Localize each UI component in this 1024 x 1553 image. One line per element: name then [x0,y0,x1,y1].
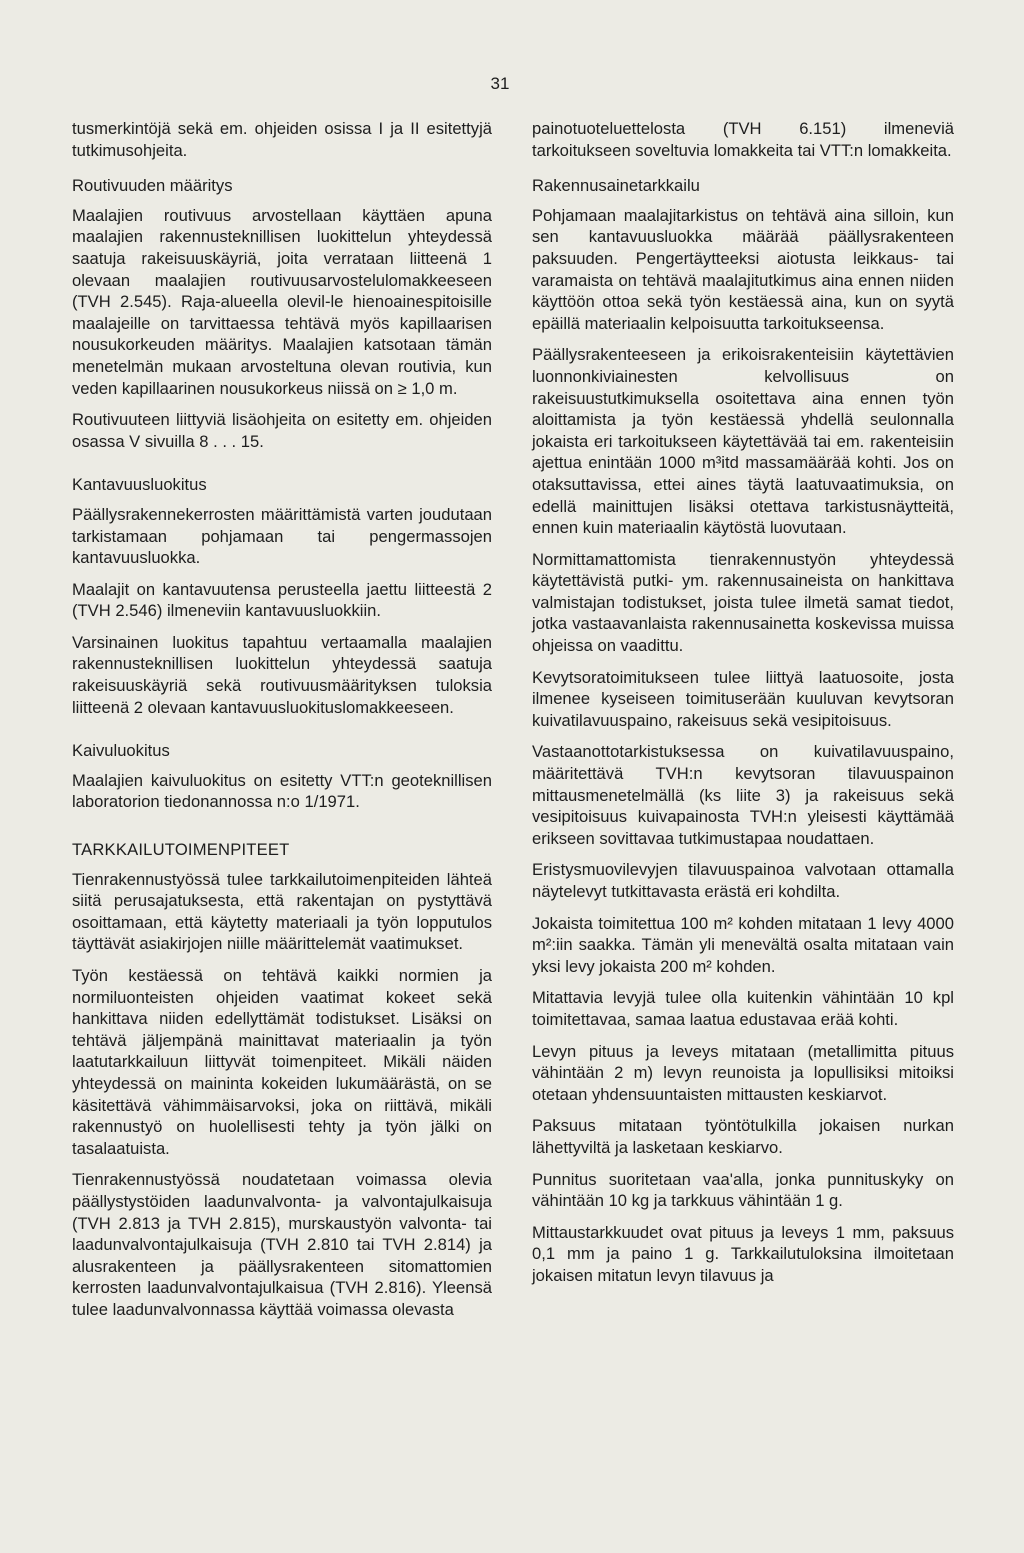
paragraph: Maalajien kaivuluokitus on esitetty VTT:n geoteknillisen laboratorion tiedonannossa n:o 1/1971. [72,770,492,812]
page-number: 31 [490,74,510,93]
paragraph: Mitattavia levyjä tulee olla kuitenkin vähintään 10 kpl toimitettavaa, samaa laatua edustavaa erää kohti. [532,988,954,1029]
left-column [72,118,492,1331]
paragraph: Työn kestäessä on tehtävä kaikki normien ja normiluonteisten ohjeiden vaatimat kokeet sekä hankittava niiden edellyttämät todistukset. Lisäksi on tehtävä jäljempänä mainittavat materiaalin ja työn laatutarkkailuun liittyvät toimenpiteet. Mikäli näiden yhteydessä on maininta kokeiden lukumäärästä, on se käsitettävä vähimmäisarvoksi, joka on riittävä, mikäli rakennustyö on huolellisesti tehty ja työn jälki on tasalaatuista. [72,966,492,1158]
paragraph: painotuoteluettelosta (TVH 6.151) ilmeneviä tarkoitukseen soveltuvia lomakkeita tai VTT:n lomakkeita. [532,119,954,160]
paragraph: Varsinainen luokitus tapahtuu vertaamalla maalajien rakennusteknillisen luokittelun yhteydessä saatuja rakeisuuskäyriä sekä routivuusmäärityksen tuloksia liitteenä 2 olevaan kantavuusluokituslomakkeeseen. [72,632,492,717]
paragraph: Levyn pituus ja leveys mitataan (metallimitta pituus vähintään 2 m) levyn reunoista ja lopullisiksi mitoiksi otetaan yhdensuuntaisten mittausten keskiarvot. [532,1041,954,1104]
paragraph: Maalajien routivuus arvostellaan käyttäen apuna maalajien rakennusteknillisen luokittelun yhteydessä saatuja rakeisuuskäyriä, joita verrataan liitteenä 1 olevaan maalajien routivuusarvostelulomakkeeseen (TVH 2.545). Raja-alueella olevil-le hienoainespitoisille maalajeille on tarvittaessa tehtävä myös kapillaarisen nousukorkeuden määritys. Maalajien katsotaan tämän menetelmän mukaan arvosteltuna olevan routivia, kun veden kapillaarinen nousukorkeus niissä on ≥ 1,0 m. [72,205,492,398]
paragraph: Paksuus mitataan työntötulkilla jokaisen nurkan lähettyviltä ja lasketaan keskiarvo. [532,1116,954,1157]
paragraph: Tienrakennustyössä tulee tarkkailutoimenpiteiden lähteä siitä perusajatuksesta, että rakentajan on pystyttävä osoittamaan, että käytetty materiaali ja työn lopputulos täyttävät asiakirjojen niille määrittelemät vaatimukset. [72,869,492,954]
paragraph: tusmerkintöjä sekä em. ohjeiden osissa I ja II esitettyjä tutkimusohjeita. [72,119,492,160]
paragraph: Punnitus suoritetaan vaa'alla, jonka punnituskyky on vähintään 10 kg ja tarkkuus vähintään 1 g. [532,1169,954,1211]
right-column [532,118,954,1297]
chapter-heading: TARKKAILUTOIMENPITEET [72,840,290,860]
paragraph: Päällysrakennekerrosten määrittämistä varten joudutaan tarkistamaan pohjamaan tai pengermassojen kantavuusluokka. [72,504,492,568]
paragraph: Maalajit on kantavuutensa perusteella jaettu liitteestä 2 (TVH 2.546) ilmeneviin kantavuusluokkiin. [72,579,492,621]
section-heading: Kaivuluokitus [72,741,170,761]
section-heading: Rakennusainetarkkailu [532,176,700,196]
paragraph: Mittaustarkkuudet ovat pituus ja leveys 1 mm, paksuus 0,1 mm ja paino 1 g. Tarkkailutuloksina ilmoitetaan jokaisen mitatun levyn tilavuus ja [532,1222,954,1285]
paragraph: Vastaanottotarkistuksessa on kuivatilavuuspaino, määritettävä TVH:n kevytsoran tilavuuspainon mittausmenetelmällä (ks liite 3) ja rakeisuus sekä vesipitoisuus kuivapainosta TVH:n yleisesti käyttämää erikseen sovittavaa tutkimustapaa noudattaen. [532,742,954,848]
section-heading: Kantavuusluokitus [72,475,207,495]
paragraph: Routivuuteen liittyviä lisäohjeita on esitetty em. ohjeiden osassa V sivuilla 8 . . . 15. [72,410,492,451]
paragraph: Pohjamaan maalajitarkistus on tehtävä aina silloin, kun sen kantavuusluokka määrää päällysrakenteen paksuuden. Pengertäytteeksi aiotusta leikkaus- tai varamaista on tehtävä maalajitutkimus aina ennen niiden käyttöön ottoa sekä työn kestäessä aina, kun on syytä epäillä materiaalin kelpoisuutta tarkoitukseensa. [532,205,954,333]
paragraph: Kevytsoratoimitukseen tulee liittyä laatuosoite, josta ilmenee kyseiseen toimituserään kuuluvan kevytsoran kuivatilavuuspaino, rakeisuus sekä vesipitoisuus. [532,667,954,730]
section-heading: Routivuuden määritys [72,176,233,196]
paragraph: Normittamattomista tienrakennustyön yhteydessä käytettävistä putki- ym. rakennusaineista on hankittava valmistajan todistukset, joista tulee ilmetä samat tiedot, jotka vastaavanlaista rakennusainetta koskevissa muissa ohjeissa on vaadittu. [532,549,954,656]
paragraph: Tienrakennustyössä noudatetaan voimassa olevia päällystystöiden laadunvalvonta- ja valvontajulkaisuja (TVH 2.813 ja TVH 2.815), murskaustyön valvonta- tai laadunvalvontajulkaisuja (TVH 2.810 tai TVH 2.814) ja alusrakenteen ja päällysrakenteen sitomattomien kerrosten laadunvalvontajulkaisua (TVH 2.816). Yleensä tulee laadunvalvonnassa käyttää voimassa olevasta [72,1170,492,1319]
paragraph: Jokaista toimitettua 100 m² kohden mitataan 1 levy 4000 m²:iin saakka. Tämän yli menevältä osalta mitataan vain yksi levy jokaista 200 m² kohden. [532,913,954,976]
paragraph: Eristysmuovilevyjen tilavuuspainoa valvotaan ottamalla näytelevyt tutkittavasta erästä eri kohdilta. [532,860,954,901]
paragraph: Päällysrakenteeseen ja erikoisrakenteisiin käytettävien luonnonkiviainesten kelvollisuus on rakeisuustutkimuksella osoitettava aina ennen työn aloittamista ja työn kestäessä yhdellä seulonnalla jokaista eri tarkoitukseen käytettävää tai em. rakenteisiin ajettua enintään 1000 m³itd massamäärää kohti. Jos on otaksuttavissa, ettei aines täytä laatuvaatimuksia, on edellä mainittujen lisäksi otettava tarkistusnäytteitä, ennen kuin materiaalin käytöstä luovutaan. [532,345,954,538]
